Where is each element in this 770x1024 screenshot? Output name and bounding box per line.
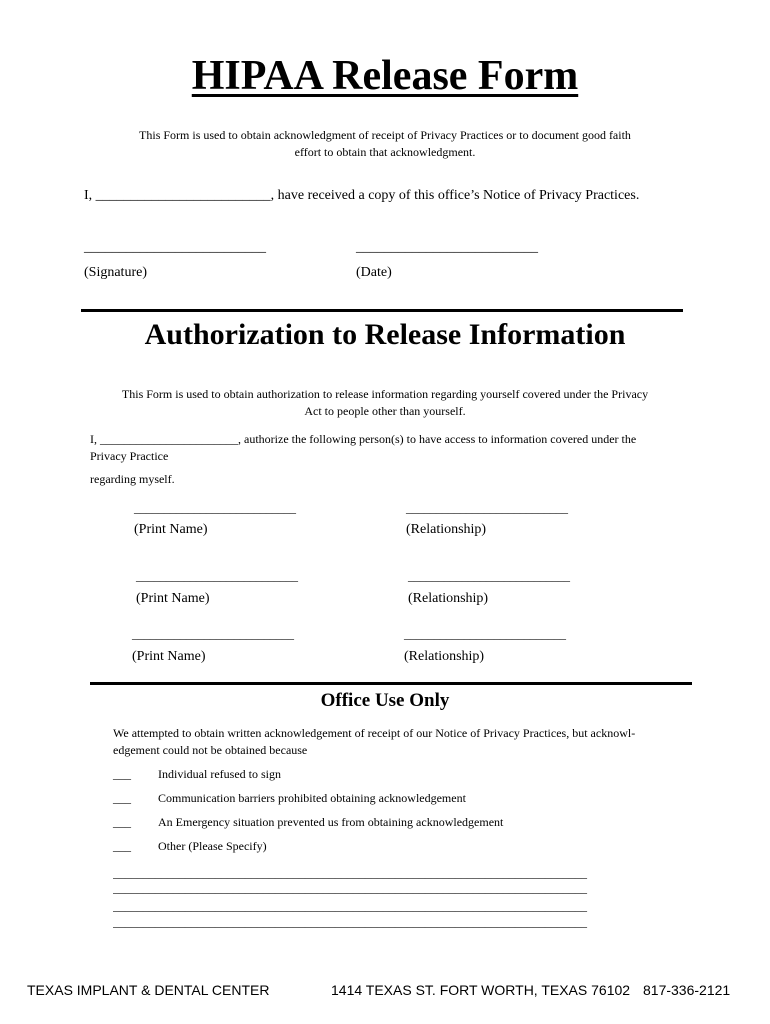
receipt-statement: I, _________________________, have received a copy of this office’s Notice of Privacy Practices.: [84, 188, 640, 203]
office-use-title: Office Use Only: [320, 690, 450, 711]
authorization-statement-line2: Privacy Practice: [90, 449, 169, 463]
office-intro-line1: We attempted to obtain written acknowledgement of receipt of our Notice of Privacy Practices, but acknowl-: [113, 726, 636, 740]
option-label-4: Other (Please Specify): [158, 839, 267, 853]
print-name-label-2: (Print Name): [136, 591, 210, 606]
section-divider: [81, 309, 683, 312]
office-intro-line2: edgement could not be obtained because: [113, 743, 308, 757]
relationship-label-2: (Relationship): [408, 591, 489, 606]
option-blank-2[interactable]: ___: [113, 791, 131, 805]
relationship-line-3[interactable]: ___________________________: [404, 627, 566, 641]
signature-label: (Signature): [84, 265, 147, 280]
hipaa-intro-line2: effort to obtain that acknowledgment.: [294, 145, 476, 159]
footer-phone: 817-336-2121: [643, 982, 731, 998]
print-name-line-1[interactable]: ___________________________: [134, 501, 296, 515]
option-label-2: Communication barriers prohibited obtaining acknowledgement: [158, 791, 466, 805]
relationship-label-3: (Relationship): [404, 649, 485, 664]
option-blank-1[interactable]: ___: [113, 767, 131, 781]
print-name-label-3: (Print Name): [132, 649, 206, 664]
option-label-3: An Emergency situation prevented us from obtaining acknowledgement: [158, 815, 504, 829]
hipaa-intro-line1: This Form is used to obtain acknowledgment of receipt of Privacy Practices or to document good faith: [139, 128, 631, 142]
authorization-statement-line1: I, _______________________, authorize the following person(s) to have access to information covered under the: [90, 432, 637, 446]
footer-practice-name: TEXAS IMPLANT & DENTAL CENTER: [27, 982, 270, 998]
date-label: (Date): [356, 265, 392, 280]
specify-line-2[interactable]: _______________________________________________________________________________: [113, 881, 587, 895]
specify-line-4[interactable]: _______________________________________________________________________________: [113, 915, 587, 929]
relationship-label-1: (Relationship): [406, 522, 487, 537]
authorization-title: Authorization to Release Information: [144, 318, 626, 351]
option-label-1: Individual refused to sign: [158, 767, 281, 781]
authorization-intro-line1: This Form is used to obtain authorization to release information regarding yourself covered under the Privacy: [121, 387, 649, 401]
specify-line-3[interactable]: _______________________________________________________________________________: [113, 899, 587, 913]
footer-address: 1414 TEXAS ST. FORT WORTH, TEXAS 76102: [331, 982, 631, 998]
relationship-line-1[interactable]: ___________________________: [406, 501, 568, 515]
relationship-line-2[interactable]: ___________________________: [408, 569, 570, 583]
option-blank-3[interactable]: ___: [113, 815, 131, 829]
print-name-line-3[interactable]: ___________________________: [132, 627, 294, 641]
print-name-label-1: (Print Name): [134, 522, 208, 537]
authorization-statement-line3: regarding myself.: [90, 472, 175, 486]
form-title: HIPAA Release Form: [191, 53, 579, 99]
signature-line[interactable]: __________________________: [84, 240, 266, 255]
date-line[interactable]: __________________________: [356, 240, 538, 255]
office-divider: [90, 682, 692, 685]
print-name-line-2[interactable]: ___________________________: [136, 569, 298, 583]
specify-line-1[interactable]: _______________________________________________________________________________: [113, 866, 587, 880]
option-blank-4[interactable]: ___: [113, 839, 131, 853]
authorization-intro-line2: Act to people other than yourself.: [304, 404, 466, 418]
